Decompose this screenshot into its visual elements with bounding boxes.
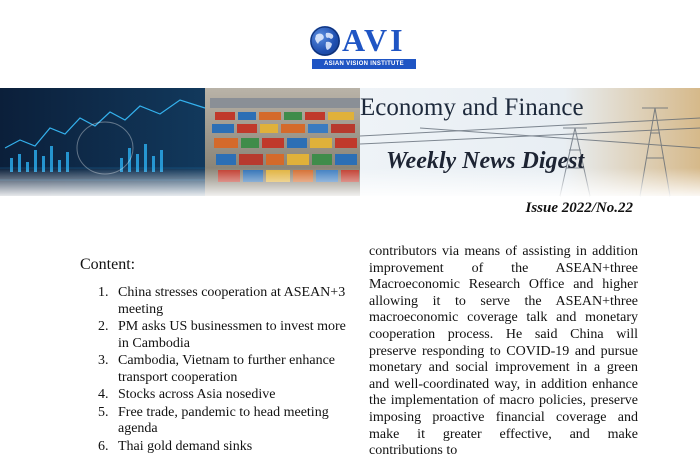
- item-number: 5.: [98, 404, 109, 420]
- item-title: Cambodia, Vietnam to further enhance transport cooperation: [118, 353, 335, 385]
- contents-item[interactable]: [94, 405, 352, 438]
- item-number: 1.: [98, 285, 109, 300]
- item-number: 2.: [98, 319, 109, 334]
- contents-item[interactable]: [94, 353, 352, 386]
- item-title: Stocks across Asia nosedive: [118, 387, 276, 402]
- contents-item[interactable]: [94, 285, 352, 318]
- avi-logo: [310, 24, 420, 70]
- contents-item[interactable]: [94, 387, 352, 404]
- globe-icon: [310, 26, 340, 56]
- contents-list: [94, 285, 352, 456]
- contents-item[interactable]: [94, 439, 352, 456]
- item-title: China stresses cooperation at ASEAN+3 meeting: [118, 285, 346, 317]
- logo-tagline: ASIAN VISION INSTITUTE: [312, 59, 416, 69]
- content-heading: Content:: [80, 256, 136, 273]
- item-title: Thai gold demand sinks: [118, 438, 253, 454]
- item-number: 3.: [98, 353, 109, 368]
- logo-wordmark: AVI: [342, 22, 406, 58]
- item-title: PM asks US businessmen to invest more in Cambodia: [118, 319, 346, 351]
- header-banner: [0, 88, 700, 196]
- item-title: Free trade, pandemic to head meeting agenda: [118, 404, 329, 436]
- banner-title: Economy and Finance: [360, 94, 584, 121]
- banner-collage-image: [0, 88, 700, 196]
- item-number: 4.: [98, 387, 109, 402]
- contents-item[interactable]: [94, 319, 352, 352]
- banner-subtitle: Weekly News Digest: [386, 148, 585, 174]
- item-number: 6.: [98, 438, 109, 454]
- article-body-text: contributors via means of assisting in addition improvement of the ASEAN+three Macroeconomic Research Office and higher allowing it to serve the ASEAN+three macroeconomic coverage talk and monetary cooperation process. He said China will preserve responding to COVID-19 and pursue monetary and social improvement in a green and well-coordinated way, in addition enhance the implementation of macro policies, preserve imposing proactive financial coverage and make it greater effective, and make contributions to: [369, 244, 638, 459]
- issue-number: Issue 2022/No.22: [525, 200, 633, 216]
